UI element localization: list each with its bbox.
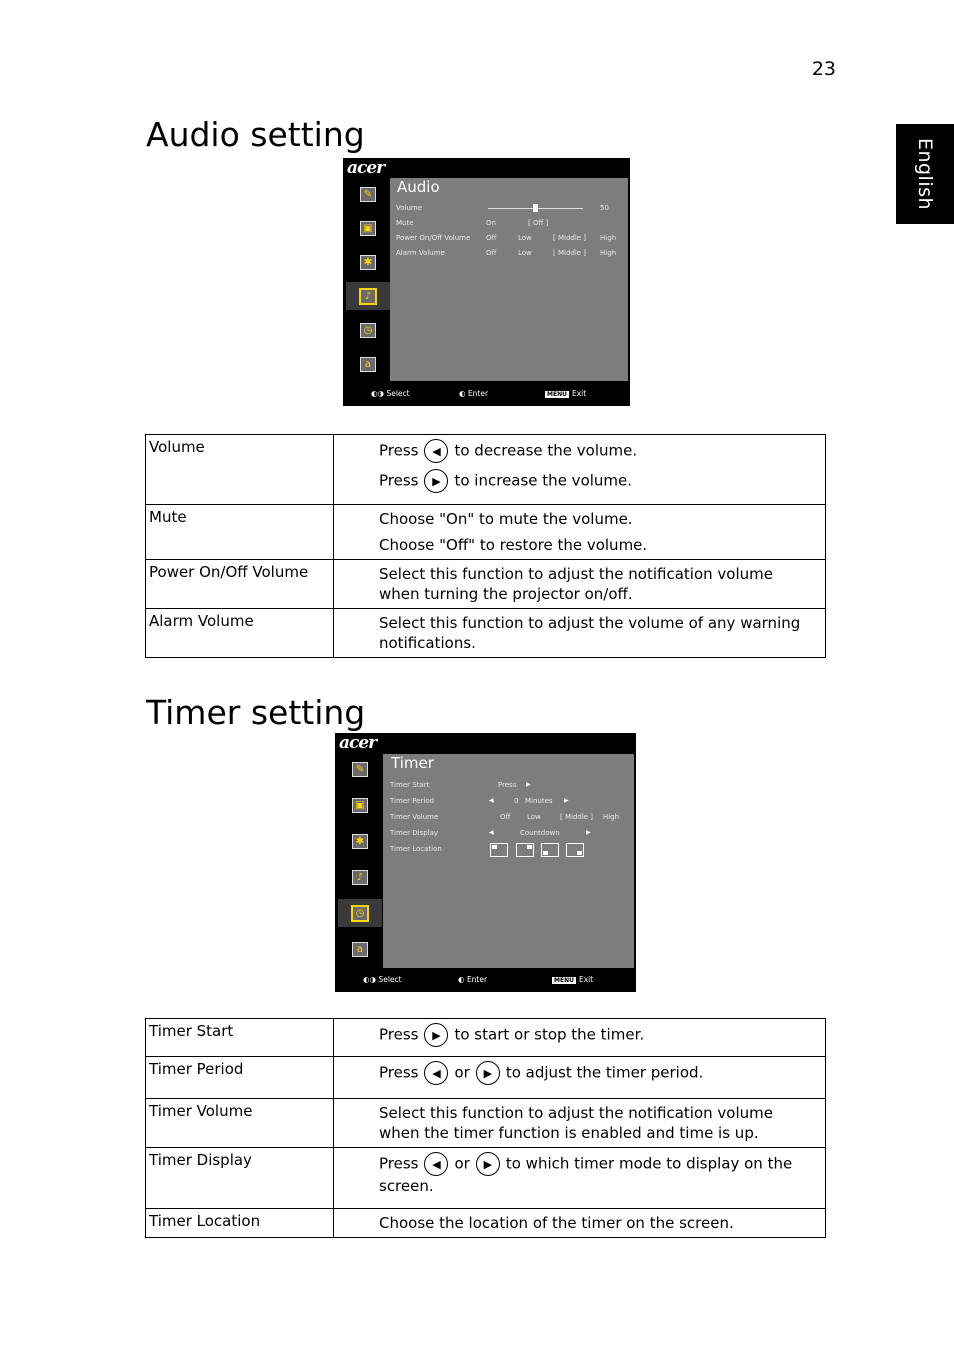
press-text: Press — [379, 441, 419, 460]
menu-audio-icon: ♪ — [346, 282, 390, 310]
table-row — [146, 435, 826, 505]
osd-panel-title: Timer — [391, 754, 434, 772]
description-line — [379, 469, 817, 493]
osd-footer-select: ◐◑ Select — [371, 389, 410, 398]
action-text: to adjust the timer period. — [505, 1063, 704, 1082]
osd-row-label: Timer Volume — [390, 813, 439, 821]
osd-value: High — [603, 813, 620, 821]
osd-value: Minutes — [525, 797, 553, 805]
osd-row-label: Timer Start — [390, 781, 430, 789]
timer-location-bottom-right-icon — [566, 843, 584, 857]
right-arrow-icon: ▶ — [586, 829, 591, 836]
osd-value: Low — [527, 813, 541, 821]
osd-footer-enter: ◐ Enter — [458, 975, 488, 984]
acer-logo: acer — [339, 733, 377, 753]
osd-row-label: Volume — [396, 204, 423, 212]
osd-row-label: Mute — [396, 219, 414, 227]
menu-settings-icon: ✱ — [346, 248, 390, 276]
osd-value: Press — [498, 781, 517, 789]
osd-footer-exit: MENU Exit — [554, 975, 594, 984]
menu-image-icon: ▣ — [346, 214, 390, 242]
description-line: Choose "On" to mute the volume. — [379, 510, 633, 528]
osd-value: Off — [500, 813, 511, 821]
osd-panel-title: Audio — [397, 178, 440, 196]
language-tab-label: English — [914, 137, 936, 211]
setting-name: Timer Display — [146, 1148, 334, 1209]
description-line: Choose the location of the timer on the screen. — [379, 1214, 734, 1232]
timer-location-top-left-icon — [490, 843, 508, 857]
right-button-icon: ▶ — [476, 1152, 500, 1176]
osd-value: Off — [486, 234, 497, 242]
setting-name: Timer Period — [146, 1057, 334, 1099]
table-row — [146, 1019, 826, 1057]
setting-name: Alarm Volume — [146, 609, 334, 658]
description-line — [379, 1061, 817, 1085]
setting-name: Timer Volume — [146, 1099, 334, 1148]
table-row — [146, 609, 826, 658]
right-arrow-icon: ▶ — [526, 781, 531, 788]
table-row — [146, 560, 826, 609]
audio-settings-table — [145, 434, 826, 658]
action-text: to which timer mode to display on the screen. — [379, 1154, 793, 1195]
setting-description — [334, 1019, 826, 1057]
osd-value: Low — [518, 249, 532, 257]
setting-description — [334, 560, 826, 609]
setting-description — [334, 435, 826, 505]
osd-row-label: Timer Period — [390, 797, 435, 805]
menu-settings-icon: ✱ — [338, 827, 382, 855]
setting-name: Power On/Off Volume — [146, 560, 334, 609]
volume-value: 50 — [600, 204, 609, 212]
setting-name: Volume — [146, 435, 334, 505]
menu-timer-icon: ◷ — [346, 316, 390, 344]
left-button-icon: ◀ — [424, 1061, 448, 1085]
timer-location-bottom-left-icon — [541, 843, 559, 857]
press-text: Press — [379, 471, 419, 490]
timer-osd-screenshot — [335, 733, 636, 992]
acer-logo: acer — [347, 158, 385, 178]
press-text: Press — [379, 1025, 419, 1044]
setting-description — [334, 1057, 826, 1099]
setting-name: Timer Location — [146, 1209, 334, 1238]
audio-section-title: Audio setting — [146, 115, 365, 154]
osd-value: High — [600, 249, 617, 257]
osd-value: Countdown — [520, 829, 560, 837]
menu-audio-icon: ♪ — [338, 863, 382, 891]
description-line: Choose "Off" to restore the volume. — [379, 536, 648, 554]
right-button-icon: ▶ — [424, 1023, 448, 1047]
osd-footer-enter: ◐ Enter — [459, 389, 489, 398]
action-text: to start or stop the timer. — [454, 1025, 645, 1044]
or-text: or — [454, 1063, 470, 1082]
language-tab — [896, 124, 954, 224]
description-line: Select this function to adjust the volume of any warning notifications. — [379, 614, 801, 652]
or-text: or — [454, 1154, 470, 1173]
osd-row-label: Timer Location — [390, 845, 442, 853]
menu-language-icon: a — [338, 935, 382, 963]
description-line — [379, 439, 817, 463]
timer-section-title: Timer setting — [146, 693, 366, 732]
menu-language-icon: a — [346, 350, 390, 378]
menu-image-icon: ▣ — [338, 791, 382, 819]
setting-description — [334, 505, 826, 560]
menu-color-icon: ✎ — [338, 755, 382, 783]
setting-description — [334, 609, 826, 658]
osd-value: 0 — [514, 797, 519, 805]
setting-description — [334, 1209, 826, 1238]
setting-name: Mute — [146, 505, 334, 560]
table-row — [146, 1099, 826, 1148]
osd-row-label: Power On/Off Volume — [396, 234, 471, 242]
menu-color-icon: ✎ — [346, 180, 390, 208]
table-row — [146, 1057, 826, 1099]
table-row — [146, 1148, 826, 1209]
timer-location-top-right-icon — [516, 843, 534, 857]
osd-footer-select: ◐◑ Select — [363, 975, 402, 984]
right-arrow-icon: ▶ — [564, 797, 569, 804]
timer-settings-table — [145, 1018, 826, 1238]
setting-description — [334, 1148, 826, 1209]
volume-slider-thumb — [533, 204, 538, 212]
menu-timer-icon: ◷ — [338, 899, 382, 927]
osd-footer-exit: MENU Exit — [547, 389, 587, 398]
osd-row-label: Alarm Volume — [396, 249, 445, 257]
osd-value: [ Middle ] — [553, 234, 587, 242]
osd-value: [ Middle ] — [560, 813, 594, 821]
osd-value: High — [600, 234, 617, 242]
action-text: to increase the volume. — [454, 471, 633, 490]
osd-row-label: Timer Display — [390, 829, 439, 837]
left-button-icon: ◀ — [424, 1152, 448, 1176]
description-line — [379, 1152, 817, 1196]
left-button-icon: ◀ — [424, 439, 448, 463]
description-line: Select this function to adjust the notification volume when the timer function is enabled and time is up. — [379, 1104, 773, 1142]
description-line: Select this function to adjust the notification volume when turning the projector on/off. — [379, 565, 773, 603]
osd-value: On — [486, 219, 496, 227]
right-button-icon: ▶ — [476, 1061, 500, 1085]
right-button-icon: ▶ — [424, 469, 448, 493]
action-text: to decrease the volume. — [454, 441, 638, 460]
page-number: 23 — [811, 58, 836, 80]
press-text: Press — [379, 1063, 419, 1082]
osd-value: [ Off ] — [528, 219, 549, 227]
setting-name: Timer Start — [146, 1019, 334, 1057]
description-line — [379, 1023, 817, 1047]
left-arrow-icon: ◀ — [489, 829, 494, 836]
left-arrow-icon: ◀ — [489, 797, 494, 804]
press-text: Press — [379, 1154, 419, 1173]
osd-value: Off — [486, 249, 497, 257]
setting-description — [334, 1099, 826, 1148]
osd-value: Low — [518, 234, 532, 242]
audio-osd-screenshot — [343, 158, 630, 406]
osd-value: [ Middle ] — [553, 249, 587, 257]
table-row — [146, 1209, 826, 1238]
table-row — [146, 505, 826, 560]
